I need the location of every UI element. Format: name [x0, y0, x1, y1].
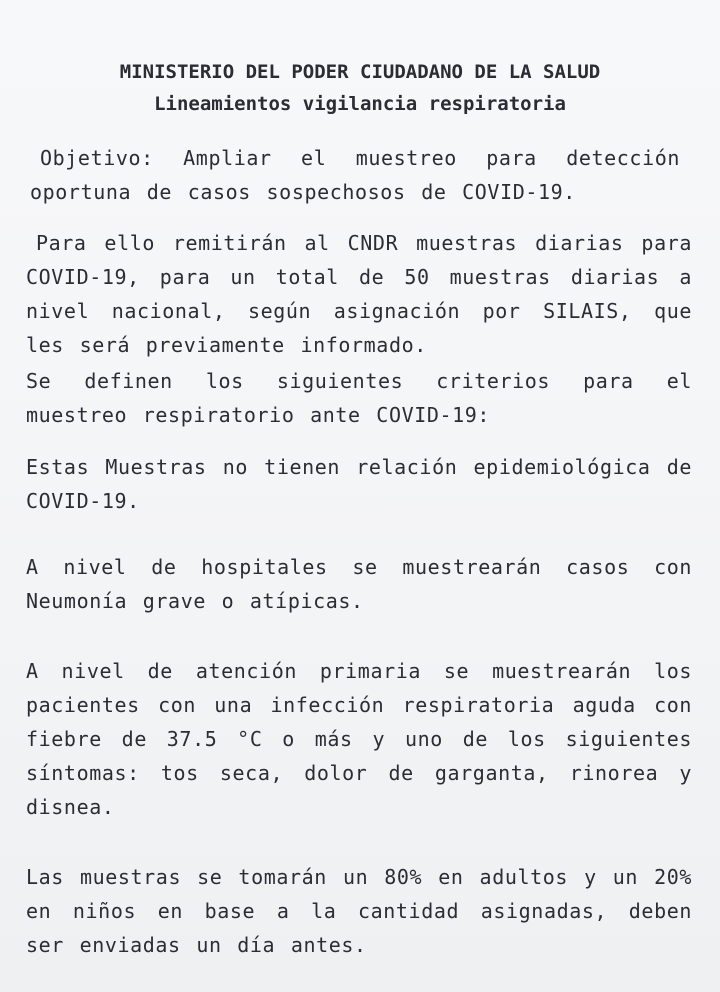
primary-care-paragraph: A nivel de atención primaria se muestrearán los pacientes con una infección respiratoria aguda con fiebre de 37.5 °C o más y uno de los siguientes síntomas: tos seca, dolor de garganta, rinorea y disnea.: [26, 659, 692, 819]
ministry-title: MINISTERIO DEL PODER CIUDADANO DE LA SALUD: [119, 61, 601, 83]
objective-paragraph: Objetivo: Ampliar el muestreo para detección oportuna de casos sospechosos de COVID-19.: [30, 146, 680, 204]
hospitals-paragraph: A nivel de hospitales se muestrearán casos con Neumonía grave o atípicas.: [26, 555, 692, 613]
distribution-paragraph: Las muestras se tomarán un 80% en adultos y un 20% en niños en base a la cantidad asignadas, deben ser enviadas un día antes.: [26, 865, 692, 957]
criteria-paragraph: Se definen los siguientes criterios para el muestreo respiratorio ante COVID-19:: [26, 369, 692, 427]
document-header: [0, 56, 720, 120]
document-subtitle: Lineamientos vigilancia respiratoria: [154, 93, 566, 115]
no-relation-paragraph: Estas Muestras no tienen relación epidemiológica de COVID-19.: [26, 455, 692, 513]
samples-paragraph: Para ello remitirán al CNDR muestras diarias para COVID-19, para un total de 50 muestras diarias a nivel nacional, según asignación por SILAIS, que les será previamente informado.: [26, 231, 692, 357]
